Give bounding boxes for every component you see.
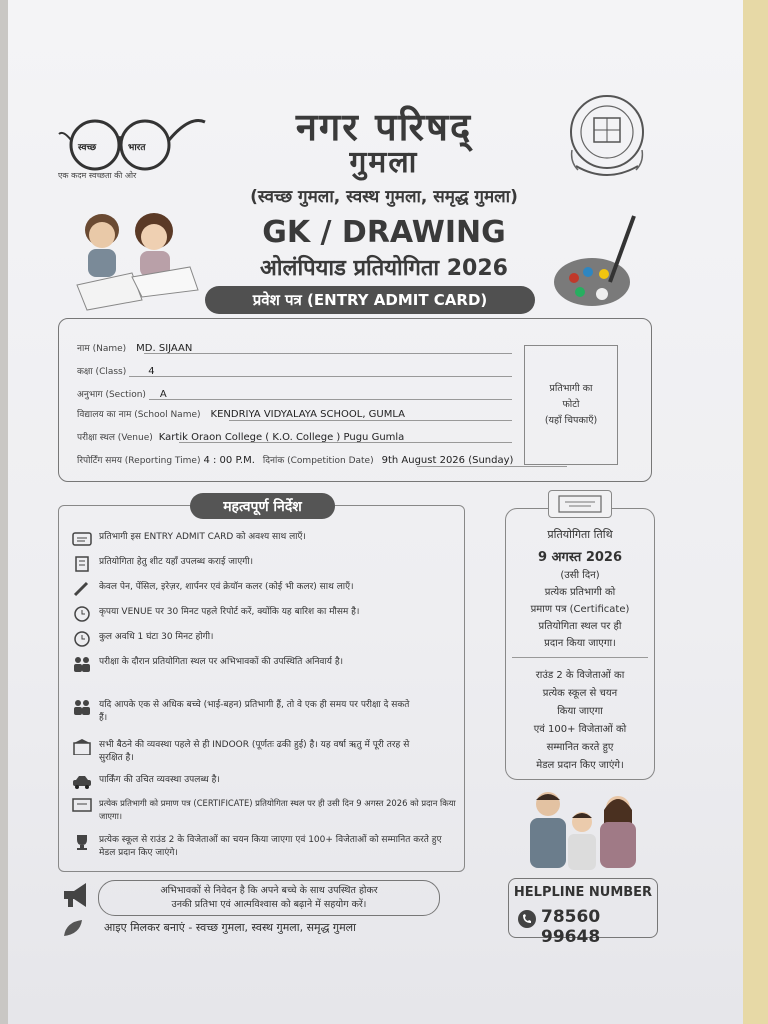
swachh-logo-left-text: स्वच्छ [78, 143, 97, 153]
header-slogan: (स्वच्छ गुमला, स्वस्थ गुमला, समृद्ध गुमला) [250, 187, 518, 207]
siblings-icon [71, 699, 93, 715]
instruction-item: प्रतियोगिता हेतु शीट यहाँ उपलब्ध कराई जाएगी। [71, 556, 456, 572]
info-date-value: 9 अगस्त 2026 [538, 550, 622, 565]
appeal-line1: अभिभावकों से निवेदन है कि अपने बच्चे के साथ उपस्थित होकर [160, 885, 378, 896]
swachh-tagline: एक कदम स्वच्छता की ओर [58, 171, 137, 180]
school-row [77, 407, 405, 420]
participant-details-box [58, 318, 652, 482]
competition-info-box [505, 508, 655, 780]
title-gumla: गुमला [349, 145, 419, 180]
photo-line1: प्रतिभागी का [549, 383, 593, 394]
parents-icon [71, 656, 93, 672]
event-title-en: GK / DRAWING [262, 215, 506, 250]
car-icon [71, 774, 93, 790]
name-underline [144, 353, 512, 354]
venue-label: परीक्षा स्थल (Venue) [77, 433, 153, 443]
instruction-item: परीक्षा के दौरान प्रतियोगिता स्थल पर अभिभावकों की उपस्थिति अनिवार्य है। [71, 656, 411, 672]
school-underline [229, 420, 512, 421]
title-nagar-parishad: नगर परिषद् [295, 105, 473, 149]
leaf-icon [62, 918, 84, 938]
phone-icon [517, 909, 537, 929]
school-label: विद्यालय का नाम (School Name) [77, 410, 201, 420]
trophy-icon [71, 834, 93, 850]
family-illustration-icon [520, 788, 645, 873]
swachh-logo-right-text: भारत [128, 143, 146, 153]
class-label: कक्षा (Class) [77, 367, 127, 377]
info-cert-4: प्रदान किया जाएगा। [544, 638, 616, 649]
certificate-badge-icon [548, 490, 612, 518]
info-round-3: किया जाएगा [557, 706, 603, 717]
helpline-label: HELPLINE NUMBER [513, 885, 653, 900]
instruction-item: यदि आपके एक से अधिक बच्चे (भाई-बहन) प्रतिभागी हैं, तो वे एक ही समय पर परीक्षा दे सकते हैं। [71, 699, 416, 725]
appeal-line2: उनकी प्रतिभा एवं आत्मविश्वास को बढ़ाने में सहयोग करें। [171, 899, 367, 910]
info-cert-3: प्रतियोगिता स्थल पर ही [538, 621, 622, 632]
megaphone-icon [60, 880, 94, 910]
footer-slogan: आइए मिलकर बनाएं - स्वच्छ गुमला, स्वस्थ गुमला, समृद्ध गुमला [104, 921, 356, 934]
timer-icon [71, 631, 93, 647]
section-label: अनुभाग (Section) [77, 390, 146, 400]
info-cert-2: प्रमाण पत्र (Certificate) [530, 604, 630, 615]
kids-drawing-illustration-icon [72, 205, 202, 315]
instruction-item: कृपया VENUE पर 30 मिनट पहले रिपोर्ट करें, क्योंकि यह बारिश का मौसम है। [71, 606, 456, 622]
building-icon [71, 739, 93, 755]
certificate-icon [71, 797, 93, 813]
info-round-5: सम्मानित करते हुए [546, 742, 614, 753]
date-underline [417, 466, 567, 467]
reporting-label: रिपोर्टिंग समय (Reporting Time) [77, 456, 201, 466]
photo-placeholder [524, 345, 618, 465]
venue-underline [179, 442, 512, 443]
pencil-icon [71, 581, 93, 597]
info-cert-1: प्रत्येक प्रतिभागी को [544, 587, 616, 598]
info-round-1: राउंड 2 के विजेताओं का [535, 670, 625, 681]
reporting-value: 4 : 00 P.M. [203, 455, 255, 466]
venue-value: Kartik Oraon College ( K.O. College ) Pugu Gumla [158, 432, 405, 443]
instruction-item: प्रतिभागी इस ENTRY ADMIT CARD को अवश्य साथ लाएँ। [71, 531, 456, 547]
section-value: A [159, 389, 167, 400]
info-round-4: एवं 100+ विजेताओं को [533, 724, 627, 735]
photo-line3: (यहाँ चिपकाएँ) [544, 415, 598, 426]
helpline-number[interactable]: 78560 99648 [541, 907, 601, 947]
id-card-icon [71, 531, 93, 547]
date-value: 9th August 2026 (Sunday) [381, 455, 514, 466]
class-value: 4 [148, 366, 155, 377]
instruction-item: पार्किंग की उचित व्यवस्था उपलब्ध है। [71, 774, 456, 790]
section-underline [149, 399, 512, 400]
instruction-item: प्रत्येक प्रतिभागी को प्रमाण पत्र (CERTIFICATE) प्रतियोगिता स्थल पर ही उसी दिन 9 अगस्त 2026 को प्रदान किया जाएगा। [71, 797, 456, 823]
info-same-day: (उसी दिन) [560, 570, 600, 581]
photo-line2: फोटो [562, 399, 580, 410]
class-underline [129, 376, 512, 377]
sheet-icon [71, 556, 93, 572]
info-round-6: मेडल प्रदान किए जाएंगे। [536, 760, 624, 771]
reporting-row [77, 453, 513, 466]
instruction-item: सभी बैठने की व्यवस्था पहले से ही INDOOR (पूर्णतः ढकी हुई) है। यह वर्षा ऋतु में पूरी तरह से सुरक्षित है। [71, 739, 416, 765]
name-label: नाम (Name) [77, 344, 127, 354]
info-divider [512, 657, 648, 658]
school-value: KENDRIYA VIDYALAYA SCHOOL, GUMLA [210, 409, 406, 420]
instructions-heading: महत्वपूर्ण निर्देश [190, 493, 335, 519]
name-value: MD. SIJAAN [136, 343, 193, 354]
instructions-box [58, 505, 465, 872]
instruction-item: प्रत्येक स्कूल से राउंड 2 के विजेताओं का चयन किया जाएगा एवं 100+ विजेताओं को सम्मानित करते हुए मेडल प्रदान किए जाएंगे। [71, 834, 456, 860]
event-title-hi: ओलंपियाड प्रतियोगिता 2026 [260, 256, 508, 281]
date-label: दिनांक (Competition Date) [262, 456, 374, 466]
instruction-item: केवल पेन, पेंसिल, इरेज़र, शार्पनर एवं क्रेयॉन कलर (कोई भी कलर) साथ लाएँ। [71, 581, 456, 597]
instruction-item: कुल अवधि 1 घंटा 30 मिनट होगी। [71, 631, 456, 647]
paint-palette-icon [552, 210, 642, 310]
info-round-2: प्रत्येक स्कूल से चयन [542, 688, 618, 699]
admit-card-banner: प्रवेश पत्र (ENTRY ADMIT CARD) [205, 286, 535, 314]
clock-icon [71, 606, 93, 622]
parent-appeal-box [98, 880, 440, 916]
info-date-heading: प्रतियोगिता तिथि [547, 528, 613, 541]
helpline-box [508, 878, 658, 947]
